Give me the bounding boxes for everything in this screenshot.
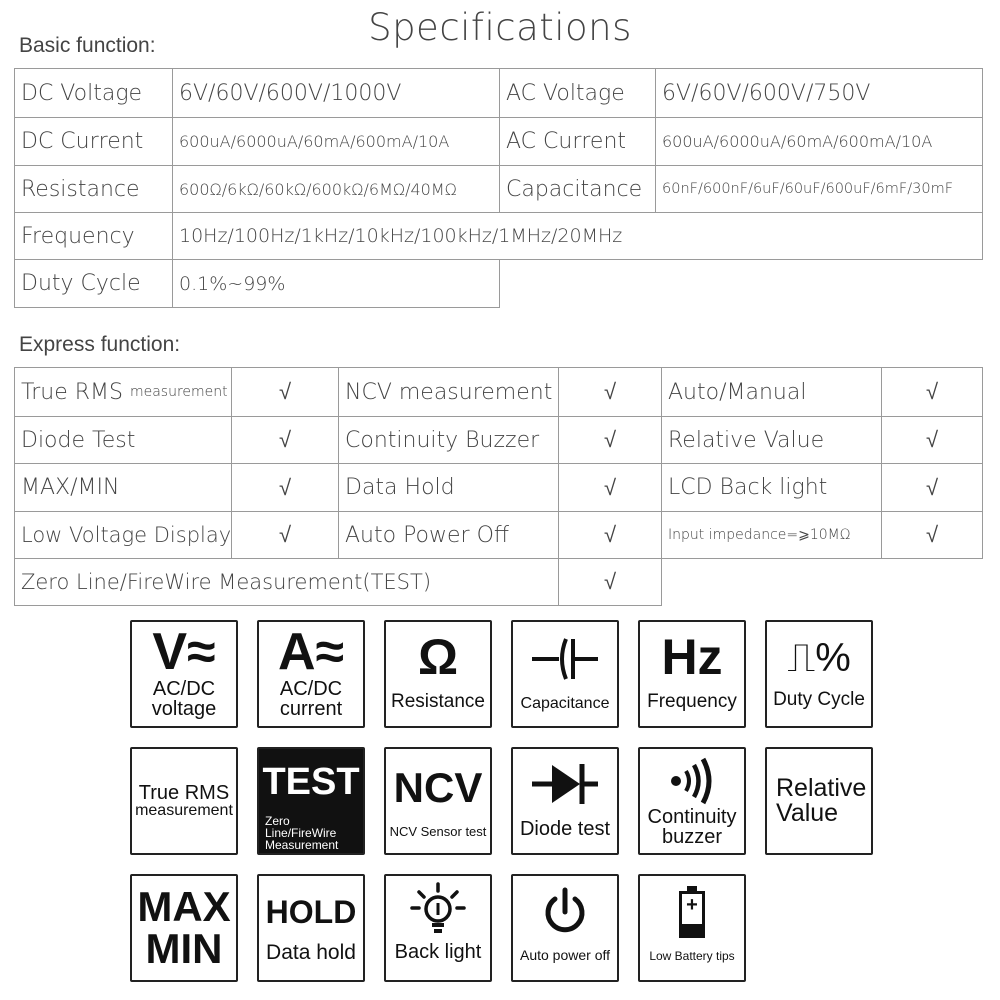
check-mark: √ (558, 558, 662, 606)
basic-value: 0.1%~99% (172, 259, 500, 308)
tile-caption: True RMS (138, 781, 230, 804)
express-feature-name: True RMS (21, 379, 123, 405)
page-title: Specifications (368, 6, 632, 49)
tile-caption: Capacitance (520, 695, 610, 712)
check-mark: √ (558, 367, 662, 417)
true-rms-tile (130, 747, 238, 855)
express-function-heading: Express function: (19, 333, 181, 356)
tile-caption: AC/DC (279, 678, 343, 700)
max-icon: MAX (137, 883, 231, 930)
diode-icon (530, 761, 600, 807)
tile-caption: Data hold (266, 941, 356, 964)
basic-label: Resistance (14, 165, 173, 213)
express-feature: MAX/MIN (14, 463, 232, 512)
max-min-tile (130, 874, 238, 982)
data-hold-tile (257, 874, 365, 982)
ac-dc-current-tile (257, 620, 365, 728)
hold-icon: HOLD (265, 894, 357, 930)
check-mark: √ (881, 463, 983, 512)
buzzer-icon (662, 757, 722, 805)
basic-label: Duty Cycle (14, 259, 173, 308)
ac-dc-voltage-tile (130, 620, 238, 728)
express-feature: Auto/Manual (661, 367, 882, 417)
frequency-tile (638, 620, 746, 728)
basic-function-heading: Basic function: (19, 34, 156, 57)
amp-ac-dc-icon: A≈ (277, 623, 345, 681)
battery-icon (679, 886, 705, 938)
tile-caption: Continuity (647, 806, 737, 828)
check-mark: √ (558, 416, 662, 464)
tile-caption: Auto power off (519, 947, 611, 963)
express-feature: Input impedance=⩾10MΩ (661, 511, 882, 559)
duty-cycle-tile (765, 620, 873, 728)
tile-caption: Zero Line/FireWire (265, 814, 337, 841)
basic-label: AC Current (499, 117, 656, 166)
express-feature: Low Voltage Display (14, 511, 232, 559)
express-feature-note: measurement (129, 384, 228, 400)
express-feature: NCV measurement (338, 367, 559, 417)
check-mark: √ (881, 511, 983, 559)
basic-label: DC Voltage (14, 68, 173, 118)
tile-caption: Relative (776, 773, 867, 802)
check-mark: √ (881, 367, 983, 417)
battery-plus: + (686, 894, 698, 916)
tile-caption: Value (776, 799, 839, 827)
tile-caption: voltage (151, 698, 217, 721)
capacitor-icon (530, 636, 600, 682)
continuity-buzzer-tile (638, 747, 746, 855)
tile-caption: Resistance (391, 691, 485, 712)
basic-value: 600uA/6000uA/60mA/600mA/10A (655, 117, 983, 166)
power-icon (540, 886, 590, 938)
check-mark: √ (231, 367, 339, 417)
basic-value: 6V/60V/600V/750V (655, 68, 983, 118)
basic-label: Frequency (14, 212, 173, 260)
capacitance-tile (511, 620, 619, 728)
tile-caption: measurement (135, 802, 233, 820)
check-mark: √ (558, 463, 662, 512)
resistance-tile (384, 620, 492, 728)
check-mark: √ (231, 463, 339, 512)
tile-caption: Measurement (265, 838, 339, 853)
hertz-icon: Hz (661, 629, 723, 685)
back-light-tile (384, 874, 492, 982)
tile-caption: AC/DC (152, 678, 216, 700)
ohm-icon: Ω (417, 629, 459, 685)
pulse-percent-icon: ⎍% (787, 636, 851, 680)
ncv-tile (384, 747, 492, 855)
basic-label: DC Current (14, 117, 173, 166)
basic-value: 600Ω/6kΩ/60kΩ/600kΩ/6MΩ/40MΩ (172, 165, 500, 213)
express-feature: Zero Line/FireWire Measurement(TEST) (14, 558, 559, 606)
test-icon: TEST (262, 761, 360, 803)
tile-caption: current (279, 698, 343, 721)
basic-value: 6V/60V/600V/1000V (172, 68, 500, 118)
tile-caption: Diode test (519, 818, 611, 840)
check-mark: √ (231, 416, 339, 464)
test-tile (257, 747, 365, 855)
tile-caption: Low Battery tips (649, 949, 735, 963)
express-feature: Relative Value (661, 416, 882, 464)
auto-power-off-tile (511, 874, 619, 982)
basic-label: Capacitance (499, 165, 656, 213)
relative-value-tile (765, 747, 873, 855)
min-icon: MIN (145, 925, 223, 972)
express-feature: Continuity Buzzer (338, 416, 559, 464)
tile-caption: Duty Cycle (773, 689, 865, 710)
express-feature: Data Hold (338, 463, 559, 512)
express-feature: Auto Power Off (338, 511, 559, 559)
ncv-icon: NCV (393, 764, 483, 811)
tile-caption: Back light (394, 941, 482, 963)
tile-caption: NCV Sensor test (389, 824, 487, 839)
tile-caption: Frequency (647, 691, 737, 712)
light-bulb-icon (409, 882, 467, 936)
check-mark: √ (231, 511, 339, 559)
volt-ac-dc-icon: V≈ (152, 623, 216, 681)
tile-caption: buzzer (661, 826, 723, 849)
express-feature (14, 367, 232, 417)
battery-low-level (682, 924, 702, 935)
express-feature: LCD Back light (661, 463, 882, 512)
low-battery-tile (638, 874, 746, 982)
check-mark: √ (558, 511, 662, 559)
express-feature: Diode Test (14, 416, 232, 464)
diode-test-tile (511, 747, 619, 855)
basic-value: 10Hz/100Hz/1kHz/10kHz/100kHz/1MHz/20MHz (172, 212, 983, 260)
basic-value: 60nF/600nF/6uF/60uF/600uF/6mF/30mF (655, 165, 983, 213)
basic-label: AC Voltage (499, 68, 656, 118)
basic-value: 600uA/6000uA/60mA/600mA/10A (172, 117, 500, 166)
check-mark: √ (881, 416, 983, 464)
